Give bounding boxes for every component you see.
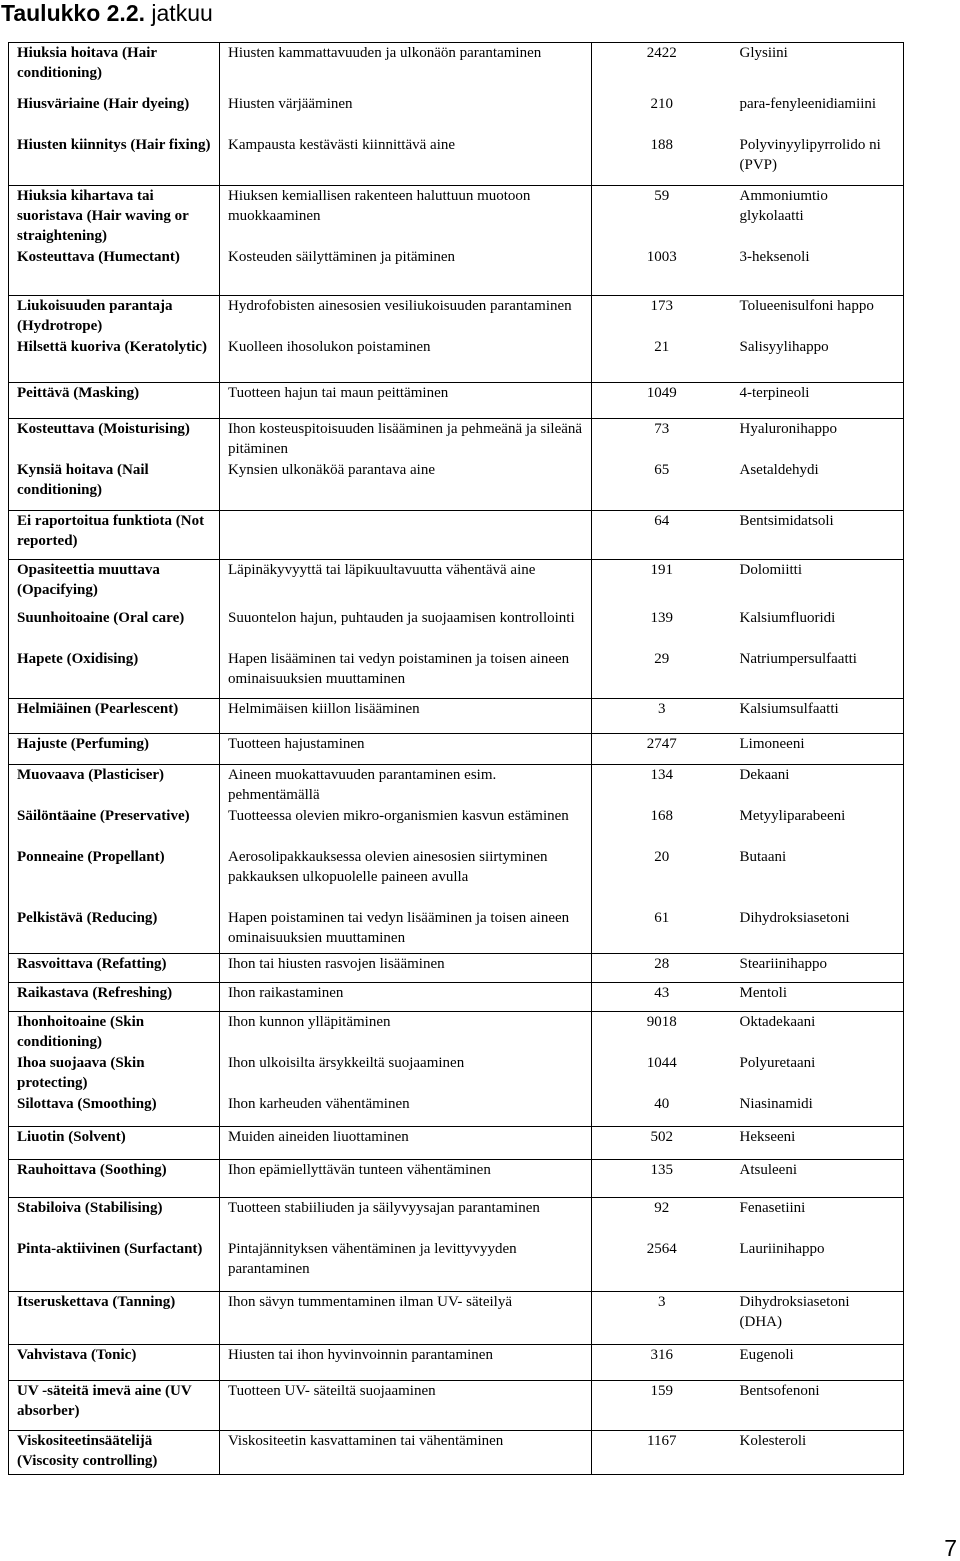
ingredient-cell: Ammoniumtio glykolaatti (732, 186, 904, 247)
caption-bold: Taulukko 2.2. (1, 0, 146, 26)
table-row (9, 1012, 904, 1053)
table-row (9, 908, 904, 954)
count-cell: 191 (592, 560, 732, 608)
function-cell: Ponneaine (Propellant) (9, 847, 220, 908)
table-row (9, 847, 904, 908)
ingredient-cell: Tolueenisulfoni happo (732, 296, 904, 337)
function-cell: Hiusväriaine (Hair dyeing) (9, 94, 220, 135)
description-cell: Tuotteen stabiiliuden ja säilyvyysajan parantaminen (220, 1198, 592, 1239)
count-cell: 92 (592, 1198, 732, 1239)
ingredient-cell: Oktadekaani (732, 1012, 904, 1053)
count-cell: 40 (654, 1095, 670, 1112)
count-cell: 20 (654, 848, 670, 865)
description-cell: Läpinäkyvyyttä tai läpikuultavuutta vähentävä aine (220, 560, 592, 608)
count-cell: 21 (654, 338, 670, 355)
function-cell: Kosteuttava (Moisturising) (9, 419, 220, 460)
function-cell: Opasiteettia muuttava (Opacifying) (9, 560, 220, 608)
table-row (9, 1292, 904, 1345)
description-cell: Aineen muokattavuuden parantaminen esim. pehmentämällä (220, 765, 592, 806)
ingredient-cell: Asetaldehydi (732, 460, 904, 511)
description-cell: Ihon epämiellyttävän tunteen vähentäminen (220, 1160, 592, 1198)
description-cell: Aerosolipakkauksessa olevien ainesosien siirtyminen pakkauksen ulkopuolelle paineen avulla (220, 847, 592, 908)
count-cell: 134 (592, 765, 732, 806)
ingredient-cell: 4-terpineoli (732, 383, 904, 419)
function-cell: Silottava (Smoothing) (9, 1094, 220, 1127)
description-cell: Kosteuden säilyttäminen ja pitäminen (220, 247, 592, 296)
ingredient-cell: Atsuleeni (732, 1160, 904, 1198)
table-row (9, 383, 904, 419)
function-cell: Kosteuttava (Humectant) (9, 247, 220, 296)
ingredient-cell: Eugenoli (732, 1345, 904, 1381)
table-row (9, 954, 904, 983)
description-cell: Hapen poistaminen tai vedyn lisääminen ja toisen aineen ominaisuuksien muuttaminen (220, 908, 592, 954)
count-cell: 73 (592, 419, 732, 460)
count-cell: 3 (592, 699, 732, 734)
table-row (9, 1198, 904, 1239)
count-cell: 61 (654, 909, 670, 926)
table-row (9, 649, 904, 699)
function-cell: Kynsiä hoitava (Nail conditioning) (9, 460, 220, 511)
table-row (9, 94, 904, 135)
caption-rest: jatkuu (145, 0, 213, 26)
function-cell: Ihoa suojaava (Skin protecting) (9, 1053, 220, 1094)
table-row (9, 765, 904, 806)
table-row (9, 699, 904, 734)
function-cell: Ei raportoitua funktiota (Not reported) (9, 511, 220, 560)
ingredient-cell: Kolesteroli (732, 1431, 904, 1475)
function-cell: Peittävä (Masking) (9, 383, 220, 419)
table-row (9, 983, 904, 1012)
ingredient-cell: Dolomiitti (732, 560, 904, 608)
page-number: 7 (944, 1535, 957, 1561)
count-cell: 135 (592, 1160, 732, 1198)
function-cell: Itseruskettava (Tanning) (9, 1292, 220, 1345)
table-row (9, 1381, 904, 1431)
ingredient-cell: Dihydroksiasetoni (DHA) (732, 1292, 904, 1345)
table-row (9, 186, 904, 247)
count-cell: 1003 (646, 248, 677, 265)
description-cell: Tuotteessa olevien mikro-organismien kasvun estäminen (220, 806, 592, 847)
ingredient-cell: Polyvinyylipyrrolido ni (PVP) (732, 135, 904, 186)
description-cell: Hiusten kammattavuuden ja ulkonäön parantaminen (220, 43, 592, 94)
ingredient-cell: Mentoli (732, 983, 904, 1012)
description-cell: Ihon karheuden vähentäminen (220, 1094, 592, 1127)
table-row (9, 734, 904, 765)
function-cell: Pinta-aktiivinen (Surfactant) (9, 1239, 220, 1292)
ingredient-cell: 3-heksenoli (732, 247, 904, 296)
table-row (9, 1345, 904, 1381)
table-row (9, 460, 904, 511)
count-cell: 64 (592, 511, 732, 560)
description-cell: Kuolleen ihosolukon poistaminen (220, 337, 592, 383)
function-cell: Pelkistävä (Reducing) (9, 908, 220, 954)
count-cell: 1167 (592, 1431, 732, 1475)
count-cell: 210 (650, 95, 673, 112)
description-cell: Tuotteen UV- säteiltä suojaaminen (220, 1381, 592, 1431)
function-cell: Muovaava (Plasticiser) (9, 765, 220, 806)
description-cell: Hydrofobisten ainesosien vesiliukoisuuden parantaminen (220, 296, 592, 337)
count-cell: 2422 (592, 43, 732, 94)
function-cell: Ihonhoitoaine (Skin conditioning) (9, 1012, 220, 1053)
ingredient-cell: Hyaluronihappo (732, 419, 904, 460)
function-cell: Hajuste (Perfuming) (9, 734, 220, 765)
ingredient-cell: Glysiini (732, 43, 904, 94)
count-cell: 2747 (592, 734, 732, 765)
count-cell: 1049 (592, 383, 732, 419)
function-cell: Liukoisuuden parantaja (Hydrotrope) (9, 296, 220, 337)
ingredient-cell: Niasinamidi (732, 1094, 904, 1127)
description-cell: Ihon kosteuspitoisuuden lisääminen ja pehmeänä ja sileänä pitäminen (220, 419, 592, 460)
count-cell: 9018 (592, 1012, 732, 1053)
function-cell: UV -säteitä imevä aine (UV absorber) (9, 1381, 220, 1431)
ingredient-cell: Lauriinihappo (732, 1239, 904, 1292)
function-cell: Liuotin (Solvent) (9, 1127, 220, 1160)
function-cell: Hilsettä kuoriva (Keratolytic) (9, 337, 220, 383)
table-row (9, 560, 904, 608)
ingredient-cell: Bentsofenoni (732, 1381, 904, 1431)
table-body (9, 43, 904, 1475)
ingredient-cell: Butaani (732, 847, 904, 908)
count-cell: 502 (592, 1127, 732, 1160)
function-cell: Rauhoittava (Soothing) (9, 1160, 220, 1198)
table-row (9, 1239, 904, 1292)
description-cell: Suuontelon hajun, puhtauden ja suojaamisen kontrollointi (220, 608, 592, 649)
function-cell: Rasvoittava (Refatting) (9, 954, 220, 983)
description-cell: Hiuksen kemiallisen rakenteen haluttuun muotoon muokkaaminen (220, 186, 592, 247)
function-cell: Hiuksia hoitava (Hair conditioning) (9, 43, 220, 94)
count-cell: 188 (650, 136, 673, 153)
count-cell: 316 (592, 1345, 732, 1381)
description-cell: Kampausta kestävästi kiinnittävä aine (220, 135, 592, 186)
count-cell: 168 (650, 807, 673, 824)
table-row (9, 806, 904, 847)
ingredient-cell: Salisyylihappo (732, 337, 904, 383)
function-cell: Hiusten kiinnitys (Hair fixing) (9, 135, 220, 186)
count-cell: 43 (592, 983, 732, 1012)
description-cell: Tuotteen hajustaminen (220, 734, 592, 765)
table-caption (1, 0, 213, 26)
table-row (9, 1160, 904, 1198)
ingredient-cell: Natriumpersulfaatti (732, 649, 904, 699)
table-row (9, 511, 904, 560)
function-cell: Säilöntäaine (Preservative) (9, 806, 220, 847)
table-row (9, 608, 904, 649)
description-cell: Helmimäisen kiillon lisääminen (220, 699, 592, 734)
description-cell: Pintajännityksen vähentäminen ja levittyvyyden parantaminen (220, 1239, 592, 1292)
function-cell: Vahvistava (Tonic) (9, 1345, 220, 1381)
table-row (9, 247, 904, 296)
table-row (9, 1094, 904, 1127)
description-cell: Hiusten värjääminen (220, 94, 592, 135)
description-cell: Hapen lisääminen tai vedyn poistaminen ja toisen aineen ominaisuuksien muuttaminen (220, 649, 592, 699)
ingredient-cell: Kalsiumsulfaatti (732, 699, 904, 734)
description-cell: Ihon tai hiusten rasvojen lisääminen (220, 954, 592, 983)
description-cell: Ihon sävyn tummentaminen ilman UV- säteilyä (220, 1292, 592, 1345)
table-row (9, 337, 904, 383)
table-row (9, 43, 904, 94)
count-cell: 28 (592, 954, 732, 983)
table-row (9, 1127, 904, 1160)
count-cell: 159 (592, 1381, 732, 1431)
count-cell: 3 (592, 1292, 732, 1345)
description-cell: Ihon kunnon ylläpitäminen (220, 1012, 592, 1053)
function-cell: Stabiloiva (Stabilising) (9, 1198, 220, 1239)
count-cell: 29 (654, 650, 670, 667)
count-cell: 2564 (646, 1240, 677, 1257)
count-cell: 1044 (646, 1054, 677, 1071)
table-row (9, 296, 904, 337)
function-cell: Raikastava (Refreshing) (9, 983, 220, 1012)
function-cell: Helmiäinen (Pearlescent) (9, 699, 220, 734)
description-cell: Ihon raikastaminen (220, 983, 592, 1012)
ingredient-cell: Hekseeni (732, 1127, 904, 1160)
description-cell: Viskositeetin kasvattaminen tai vähentäminen (220, 1431, 592, 1475)
table-row (9, 419, 904, 460)
function-cell: Hapete (Oxidising) (9, 649, 220, 699)
function-cell: Hiuksia kihartava tai suoristava (Hair waving or straightening) (9, 186, 220, 247)
description-cell (220, 511, 592, 560)
description-cell: Muiden aineiden liuottaminen (220, 1127, 592, 1160)
count-cell: 139 (650, 609, 673, 626)
ingredient-cell: Dihydroksiasetoni (732, 908, 904, 954)
description-cell: Tuotteen hajun tai maun peittäminen (220, 383, 592, 419)
description-cell: Ihon ulkoisilta ärsykkeiltä suojaaminen (220, 1053, 592, 1094)
ingredient-cell: Fenasetiini (732, 1198, 904, 1239)
ingredient-cell: Kalsiumfluoridi (732, 608, 904, 649)
table-row (9, 1431, 904, 1475)
count-cell: 173 (592, 296, 732, 337)
function-cell: Suunhoitoaine (Oral care) (9, 608, 220, 649)
table-row (9, 135, 904, 186)
function-cell: Viskositeetinsäätelijä (Viscosity controlling) (9, 1431, 220, 1475)
ingredient-cell: Bentsimidatsoli (732, 511, 904, 560)
ingredient-cell: Polyuretaani (732, 1053, 904, 1094)
description-cell: Kynsien ulkonäköä parantava aine (220, 460, 592, 511)
ingredient-cell: Dekaani (732, 765, 904, 806)
table-row (9, 1053, 904, 1094)
ingredient-cell: Limoneeni (732, 734, 904, 765)
description-cell: Hiusten tai ihon hyvinvoinnin parantaminen (220, 1345, 592, 1381)
function-table (8, 42, 904, 1475)
ingredient-cell: Steariinihappo (732, 954, 904, 983)
count-cell: 65 (654, 461, 670, 478)
ingredient-cell: para-fenyleenidiamiini (732, 94, 904, 135)
count-cell: 59 (592, 186, 732, 247)
ingredient-cell: Metyyliparabeeni (732, 806, 904, 847)
